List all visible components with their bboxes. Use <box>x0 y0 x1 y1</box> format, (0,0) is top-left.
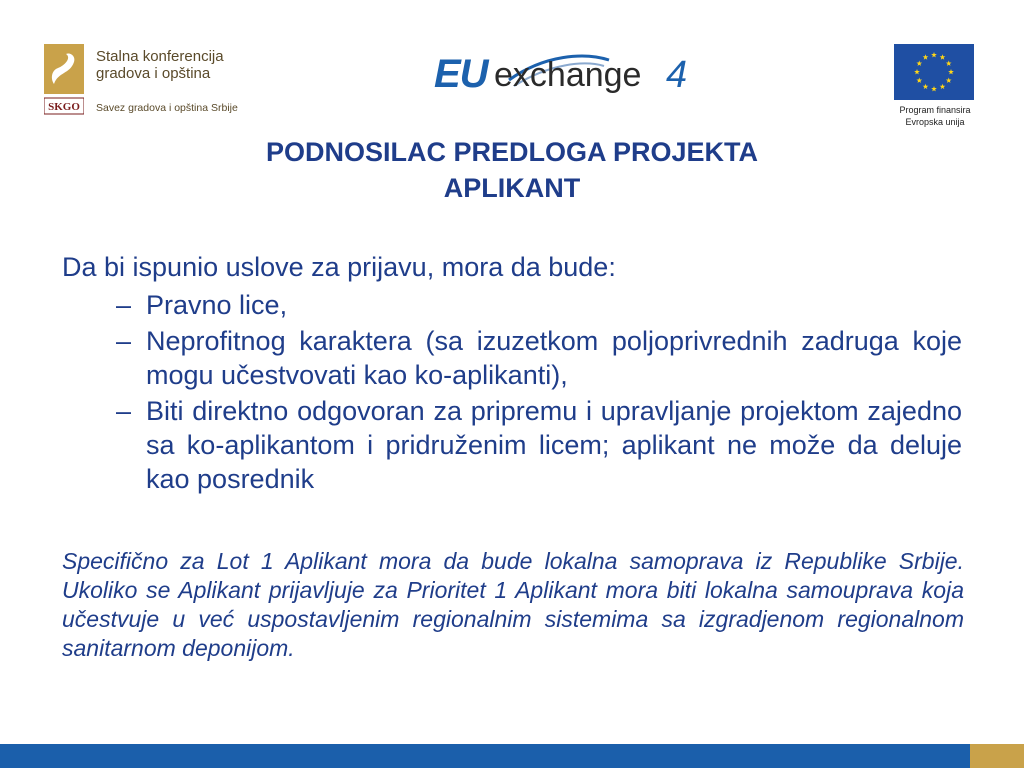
eu-funding-logo <box>890 44 980 134</box>
title-line2: APLIKANT <box>443 173 581 203</box>
eu-flag-icon <box>894 44 974 100</box>
skg-emblem-icon <box>44 44 84 116</box>
eu-caption-line1: Program finansira <box>899 105 971 115</box>
dash-marker: – <box>116 290 132 320</box>
lot1-note: Specifično za Lot 1 Aplikant mora da bude lokalna samoprava iz Republike Srbije. Ukoliko se Aplikant prijavljuje za Prioritet 1 Aplikant mora biti lokalna samouprava koja učestvuje u već uspostavljenim regionalnim sistemima sa izgradjenom regionalnom sanitarnom deponijom. <box>62 548 964 661</box>
slide-content <box>62 250 962 498</box>
footer-bar-gold <box>970 744 1024 768</box>
skg-logo <box>44 44 264 120</box>
logo-eu-text: EU <box>434 52 488 96</box>
skg-name-line2: gradova i opština <box>96 65 211 82</box>
list-item-text: Neprofitnog karaktera (sa izuzetkom poljoprivrednih zadruga koje mogu učestvovati kao ko-aplikanti), <box>146 326 962 390</box>
dash-marker: – <box>116 396 132 426</box>
skg-subtitle: Savez gradova i opština Srbije <box>96 102 238 114</box>
skg-name-line1: Stalna konferencija <box>96 48 224 65</box>
intro-text: Da bi ispunio uslove za prijavu, mora da bude: <box>62 252 616 282</box>
footer-bar-blue <box>0 744 970 768</box>
euexchange-logo <box>434 46 704 100</box>
skg-name <box>96 48 224 82</box>
slide-title <box>0 134 1024 206</box>
eu-caption-line2: Evropska unija <box>905 117 965 127</box>
title-line1: PODNOSILAC PREDLOGA PROJEKTA <box>265 137 759 167</box>
skg-mark-text: SKGO <box>48 101 80 113</box>
eu-caption <box>890 104 980 128</box>
list-item <box>62 324 962 392</box>
dash-marker: – <box>116 326 132 356</box>
requirement-list <box>62 288 962 496</box>
logo-number-text: 4 <box>666 54 688 96</box>
logo-exchange-text: exchange <box>494 56 642 94</box>
list-item <box>62 394 962 496</box>
list-item-text: Pravno lice, <box>146 290 288 320</box>
list-item-text: Biti direktno odgovoran za pripremu i upravljanje projektom zajedno sa ko-aplikantom i pridruženim licem; aplikant ne može da deluje kao posrednik <box>146 396 962 494</box>
list-item <box>62 288 962 322</box>
